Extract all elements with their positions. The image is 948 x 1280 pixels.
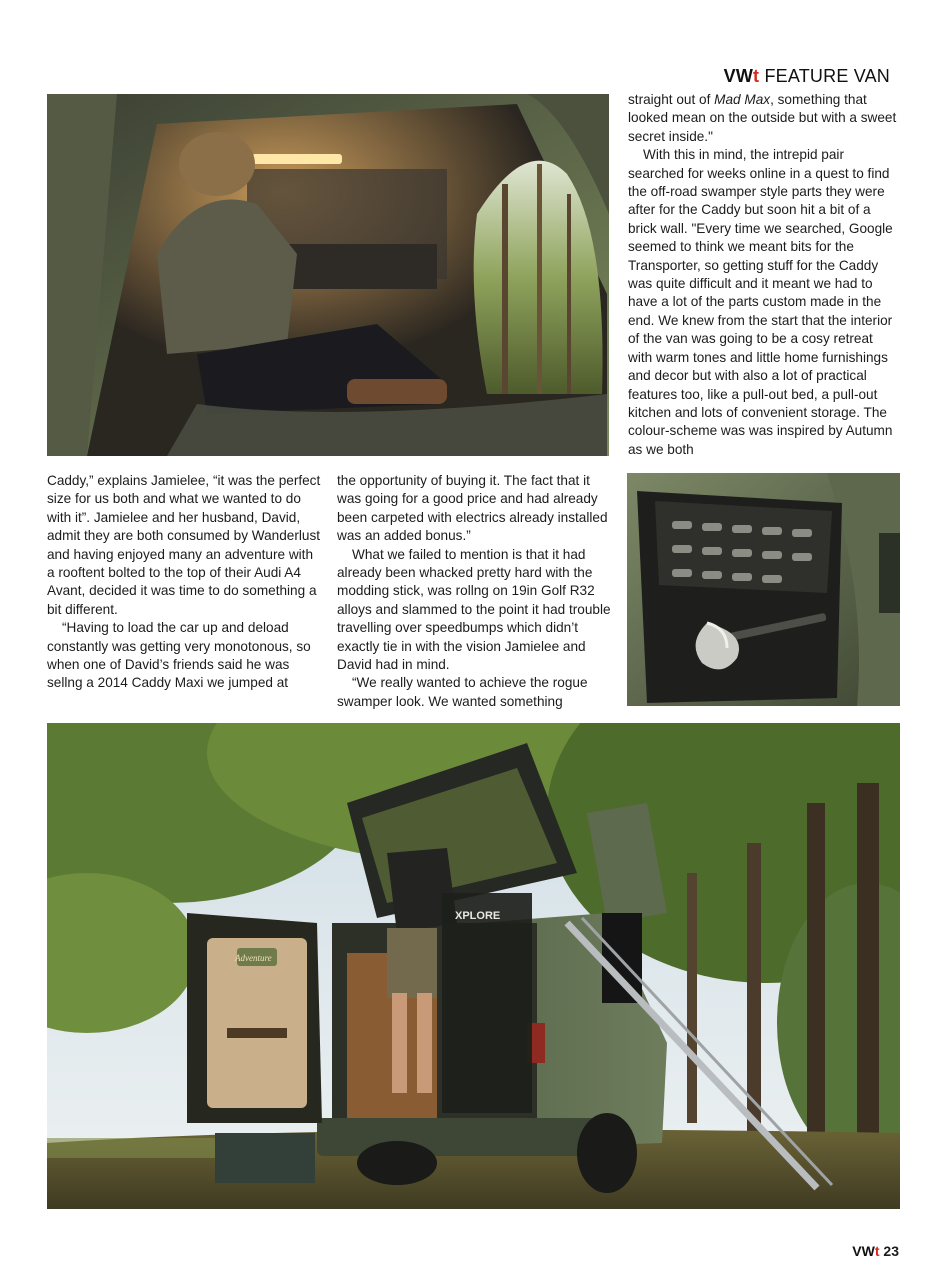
magazine-logo-vw: VW — [723, 66, 754, 86]
text-run: straight out of — [628, 92, 715, 107]
magazine-logo-t: t — [753, 66, 760, 86]
page-number: 23 — [883, 1243, 899, 1259]
footer-logo-t: t — [874, 1243, 880, 1259]
paragraph — [628, 91, 900, 146]
molle-panel-photo — [627, 473, 900, 706]
paragraph: Caddy,” explains Jamielee, “it was the perfect size for us both and what we wanted to do with it”. Jamielee and her husband, David, admit they are both consumed by Wanderlust and having enjoyed many an adventure with a rooftent bolted to the top of their Audi A4 Avant, decided it was time to do something a bit different. — [47, 473, 321, 617]
text-run: , something that looked mean on the outside but with a sweet secret inside." — [628, 92, 897, 144]
footer-logo-vw: VW — [852, 1243, 875, 1259]
paragraph: With this in mind, the intrepid pair searched for weeks online in a quest to find the off-road swamper style parts they were after for the Caddy but soon hit a bit of a brick wall. "Every time we searched, Google seemed to think we meant bits for the Transporter, so getting stuff for the Caddy was quite difficult and it meant we had to have a lot of the parts custom made in the end. We knew from the start that the interior of the van was going to be a cosy retreat with warm tones and little home furnishings and decor but with also a lot of practical features too, like a pull-out bed, a pull-out kitchen and lots of convenient storage. The colour-scheme was was inspired by Autumn as we both — [628, 147, 893, 457]
xplore-label: XPLORE — [455, 910, 501, 922]
section-header — [724, 66, 890, 87]
van-forest-photo — [47, 723, 900, 1209]
page-footer — [852, 1243, 899, 1259]
paragraph: “Having to load the car up and deload constantly was getting very monotonous, so when one of David’s friends said he was sellng a 2014 Caddy Maxi we jumped at — [47, 620, 311, 691]
article-column-middle — [337, 472, 611, 711]
paragraph: What we failed to mention is that it had already been whacked pretty hard with the modding stick, was rollng on 19in Golf R32 alloys and slammed to the point it had trouble travelling over speedbumps which didn’t exactly tie in with the vision Jamielee and David had in mind. — [337, 546, 611, 673]
door-sign-text: Adventure — [235, 953, 272, 963]
paragraph: the opportunity of buying it. The fact that it was going for a good price and had already been carpeted with electrics already installed was an added bonus.” — [337, 473, 608, 544]
paragraph: “We really wanted to achieve the rogue swamper look. We wanted something — [337, 675, 588, 709]
article-column-right — [628, 91, 900, 459]
section-title: FEATURE VAN — [764, 66, 890, 86]
film-title: Mad Max — [714, 92, 771, 107]
article-column-left — [47, 472, 321, 693]
tent-interior-photo — [47, 94, 609, 456]
